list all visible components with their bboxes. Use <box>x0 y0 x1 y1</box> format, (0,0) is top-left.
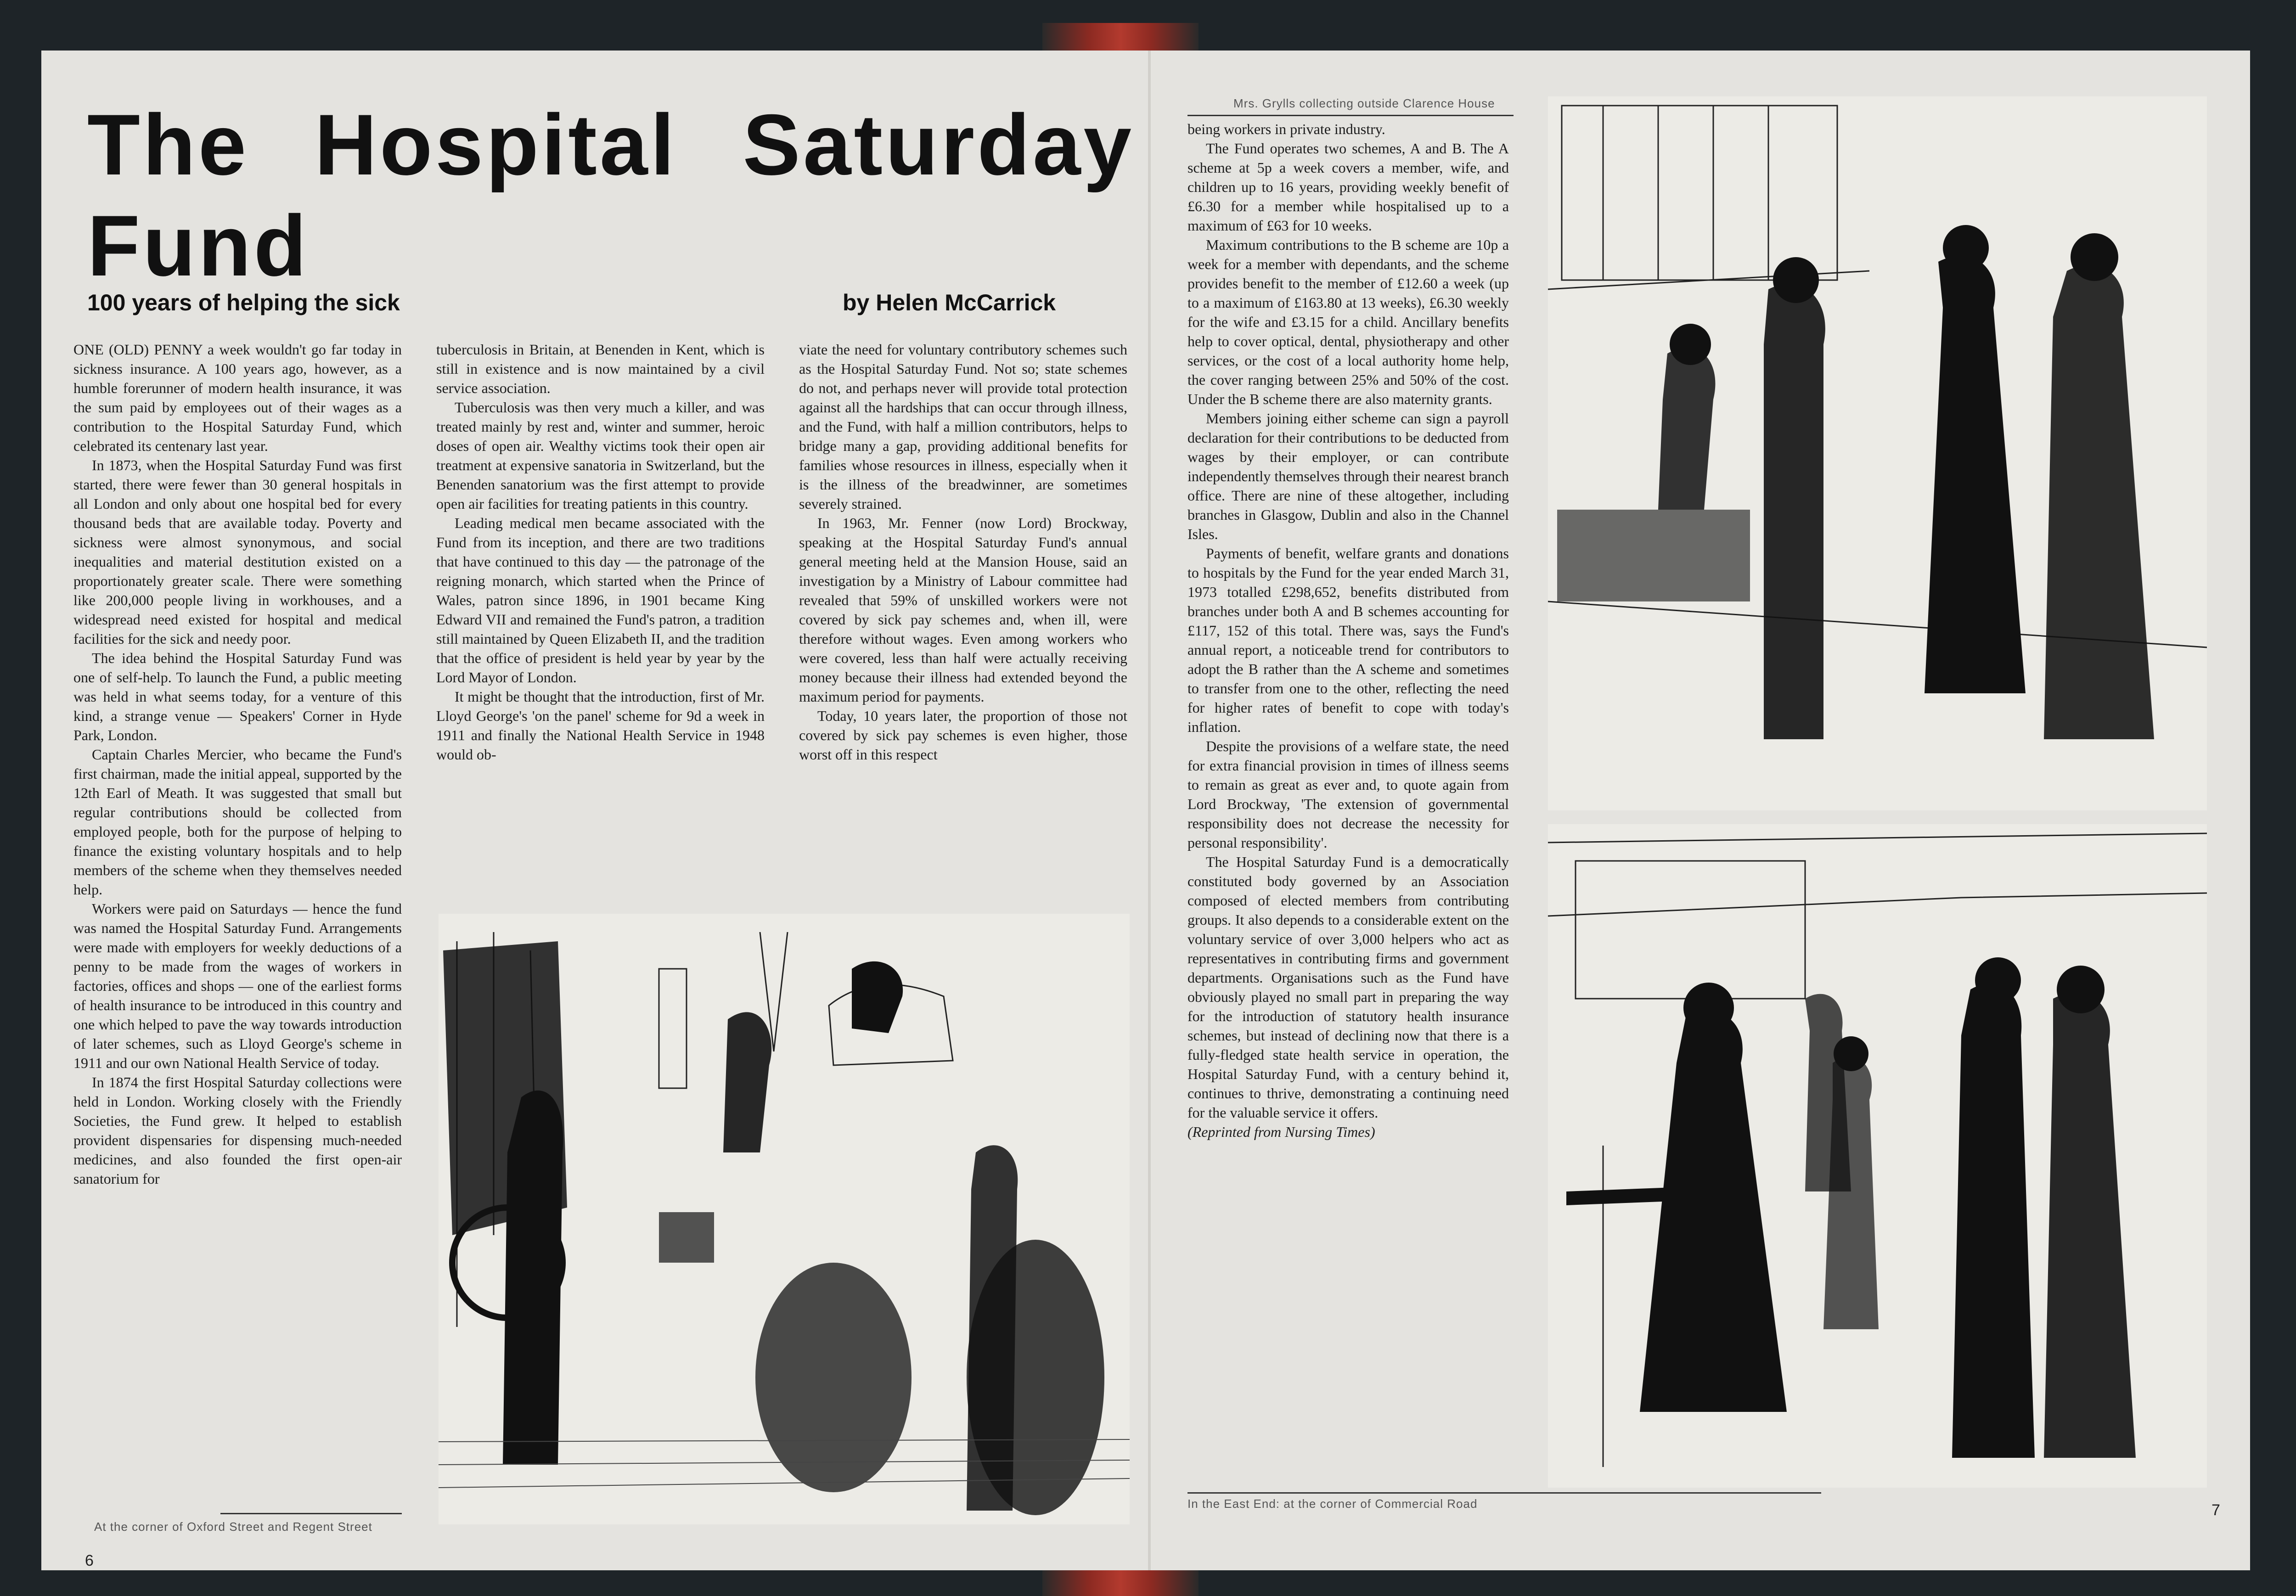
page-number-right: 7 <box>2212 1501 2220 1519</box>
headline-word: Hospital <box>315 96 677 193</box>
paragraph: The Hospital Saturday Fund is a democratically constituted body governed by an Association composed of elected members from contributing groups. It also depends to a considerable extent on the voluntary service of over 3,000 helpers who act as representatives in contributing firms and government departments. Organisations such as the Fund have obviously played no small part in preparing the way for the introduction of statutory health insurance schemes, but instead of declining now that there is a fully-fledged state health service in operation, the Hospital Saturday Fund, with a century behind it, continues to thrive, demonstrating a continuing need for the valuable service it offers. <box>1187 854 1509 1121</box>
article-column-4 <box>1187 119 1509 1141</box>
headline-line-2: Fund <box>87 197 310 294</box>
paragraph: In 1874 the first Hospital Saturday collections were held in London. Working closely with the Friendly Societies, the Fund grew. It helped to establish provident dispensaries for dispensing much-needed medicines, and also founded the first open-air sanatorium for <box>73 1074 402 1187</box>
caption-rule <box>1187 115 1514 116</box>
caption-bottom-right-illustration: In the East End: at the corner of Commercial Road <box>1187 1497 1478 1511</box>
paragraph: Workers were paid on Saturdays — hence the fund was named the Hospital Saturday Fund. Arrangements were made with employers for weekly deductions of a penny to be made from the wages of workers in factories, offices and shops — one of the earliest forms of health insurance to be introduced in this country and one which helped to pave the way towards introduction of later schemes, such as Lloyd George's scheme in 1911 and our own National Health Service of today. <box>73 900 402 1071</box>
subheadline: 100 years of helping the sick <box>87 290 400 315</box>
caption-top-right-illustration: Mrs. Grylls collecting outside Clarence House <box>1233 96 1495 110</box>
paragraph: tuberculosis in Britain, at Benenden in Kent, which is still in existence and is now maintained by a civil service association. <box>436 341 765 396</box>
paragraph: Leading medical men became associated with the Fund from its inception, and there are two traditions that have continued to this day — the patronage of the reigning monarch, which started when the Prince of Wales, patron since 1896, in 1901 became King Edward VII and remained the Fund's patron, a tradition still maintained by Queen Elizabeth II, and the tradition that the office of president is held year by year by the Lord Mayor of London. <box>436 515 765 686</box>
byline: by Helen McCarrick <box>843 290 1056 315</box>
paragraph: Maximum contributions to the B scheme are 10p a week for a member with dependants, and the scheme provides benefit to the member of £12.60 a week (up to a maximum of £163.80 at 13 weeks), £6.30 weekly for the wife and £3.15 for a child. Ancillary benefits help to cover optical, dental, physiotherapy and other services, or the cost of a local authority home help, the cover ranging between 25% and 50% of the cost. Under the B scheme there are also maternity grants. <box>1187 236 1509 407</box>
article-column-1 <box>73 340 402 1188</box>
paragraph: Tuberculosis was then very much a killer, and was treated mainly by rest and, winter and summer, heroic doses of open air. Wealthy victims took their open air treatment at expensive sanatoria in Switzerland, but the Benenden sanatorium was the first attempt to provide open air facilities for treating patients in this country. <box>436 399 765 512</box>
paragraph: Today, 10 years later, the proportion of those not covered by sick pay schemes is even higher, those worst off in this respect <box>799 708 1127 763</box>
headline-word: The <box>87 96 249 193</box>
paragraph: In 1963, Mr. Fenner (now Lord) Brockway, speaking at the Hospital Saturday Fund's annual general meeting held at the Mansion House, said an investigation by a Ministry of Labour committee had revealed that 59% of unskilled workers were not covered by sick pay schemes and, when ill, were therefore without wages. Even among workers who were covered, less than half were actually receiving money because their illness had extended beyond the maximum period for payments. <box>799 515 1127 705</box>
left-page <box>41 51 1153 1570</box>
paragraph: It might be thought that the introduction, first of Mr. Lloyd George's 'on the panel' scheme for 9d a week in 1911 and finally the National Health Service in 1948 would ob- <box>436 688 765 763</box>
clarence-house-engraving <box>1548 96 2207 810</box>
caption-left-illustration: At the corner of Oxford Street and Regent Street <box>94 1520 372 1534</box>
paragraph: viate the need for voluntary contributory schemes such as the Hospital Saturday Fund. Not so; state schemes do not, and perhaps never will provide total protection against all the hardships that can occur through illness, and the Fund, with half a million contributors, helps to bridge many a gap, providing additional benefits for families whose resources in illness, especially when it is the illness of the breadwinner, are sometimes severely strained. <box>799 341 1127 512</box>
paragraph: In 1873, when the Hospital Saturday Fund was first started, there were fewer than 30 general hospitals in all London and only about one hospital bed for every thousand beds that are available today. Poverty and sickness were almost synonymous, and social inequalities and material destitution existed on a proportionately greater scale. There were something like 200,000 people living in workhouses, and a widespread need existed for hospital and medical facilities for the sick and needy poor. <box>73 457 402 647</box>
paragraph: Despite the provisions of a welfare state, the need for extra financial provision in times of illness seems to remain as great as ever and, to quote again from Lord Brockway, 'The extension of governmental responsibility does not decrease the necessity for personal responsibility'. <box>1187 738 1509 851</box>
headline-line-1 <box>87 94 1134 195</box>
paragraph: ONE (OLD) PENNY a week wouldn't go far today in sickness insurance. A 100 years ago, however, as a humble forerunner of modern health insurance, it was the sum paid by employees out of their wages as a contribution to the Hospital Saturday Fund, which celebrated its centenary last year. <box>73 341 402 454</box>
right-page <box>1148 51 2250 1570</box>
paragraph: being workers in private industry. <box>1187 121 1385 137</box>
reprint-note: (Reprinted from Nursing Times) <box>1187 1124 1375 1140</box>
caption-rule <box>1187 1492 1821 1494</box>
east-end-engraving <box>1548 824 2207 1488</box>
paragraph: The Fund operates two schemes, A and B. The A scheme at 5p a week covers a member, wife, and children up to 16 years, providing weekly benefit of £6.30 for a member while hospitalised up to a maximum of £63 for 10 weeks. <box>1187 140 1509 234</box>
headline-word: Saturday <box>743 96 1134 193</box>
article-column-3 <box>799 340 1127 764</box>
paragraph: Members joining either scheme can sign a payroll declaration for their contributions to be deducted from wages by their employer, or can contribute independently themselves through their nearest branch office. There are nine of these altogether, including branches in Glasgow, Dublin and also in the Channel Isles. <box>1187 410 1509 542</box>
paragraph: Captain Charles Mercier, who became the Fund's first chairman, made the initial appeal, supported by the 12th Earl of Meath. It was suggested that small but regular contributions should be collected from employed people, both for the purpose of helping to finance the existing voluntary hospitals and to help members of the scheme when they themselves needed help. <box>73 746 402 898</box>
paragraph: Payments of benefit, welfare grants and donations to hospitals by the Fund for the year ended March 31, 1973 totalled £298,652, benefits distributed from branches under both A and B schemes accounting for £117, 152 of this total. There was, says the Fund's annual report, a noticeable trend for contributors to adopt the B rather than the A scheme and sometimes to transfer from one to the other, reflecting the need for higher rates of benefit to cope with today's inflation. <box>1187 545 1509 735</box>
caption-rule <box>220 1513 402 1514</box>
oxford-street-engraving <box>439 914 1130 1524</box>
page-number-left: 6 <box>85 1552 94 1569</box>
headline <box>87 94 1134 296</box>
article-column-2 <box>436 340 765 764</box>
paragraph: The idea behind the Hospital Saturday Fund was one of self-help. To launch the Fund, a public meeting was held in what seems today, for a venture of this kind, a strange venue — Speakers' Corner in Hyde Park, London. <box>73 650 402 743</box>
